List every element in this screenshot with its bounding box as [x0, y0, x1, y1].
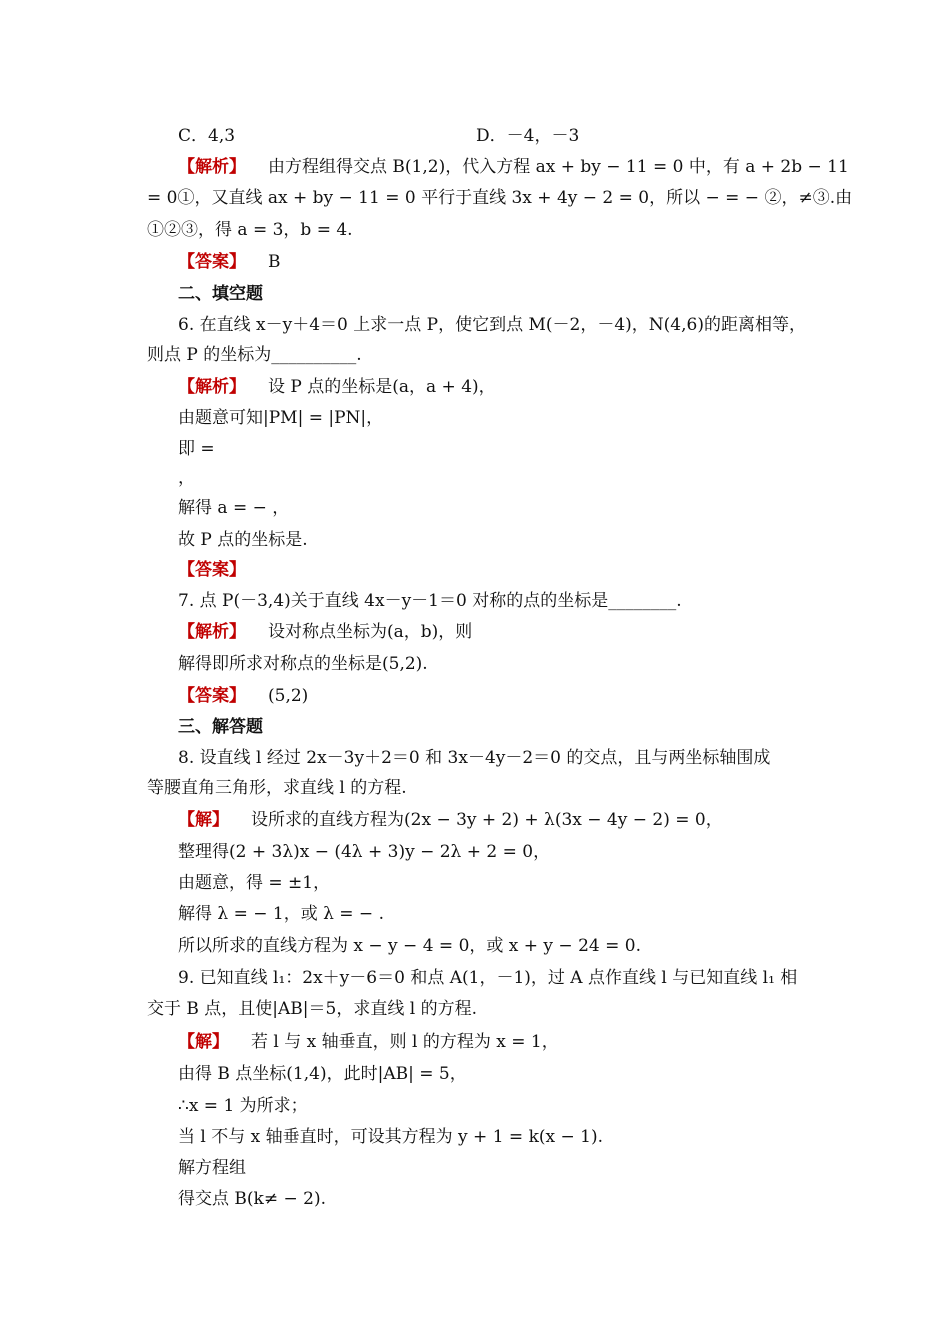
q6-answer — [178, 558, 268, 582]
q7-stem: 7. 点 P(－3,4)关于直线 4x－y－1＝0 对称的点的坐标是________. — [178, 591, 682, 611]
q7-analysis-line-2: 解得即所求对称点的坐标是(5,2). — [178, 654, 428, 674]
q6-stem-line-1: 6. 在直线 x－y＋4＝0 上求一点 P，使它到点 M(－2，－4)，N(4,6)的距离相等， — [178, 315, 806, 335]
q6-analysis-line-6: 故 P 点的坐标是. — [178, 530, 308, 550]
q7-answer: 【答案】 (5,2) — [178, 686, 309, 706]
q8-solution-line-4: 解得 λ = − 1，或 λ = − . — [178, 904, 384, 924]
q9-solution-line-6: 得交点 B(k≠ − 2). — [178, 1189, 326, 1209]
q8-stem-line-1: 8. 设直线 l 经过 2x－3y＋2＝0 和 3x－4y－2＝0 的交点，且与两坐标轴围成 — [178, 748, 771, 768]
q9-solution-line-5: 解方程组 — [178, 1158, 246, 1178]
q8-solution-line-2: 整理得(2 + 3λ)x − (4λ + 3)y − 2λ + 2 = 0， — [178, 842, 551, 862]
option-c: C．4,3 — [178, 126, 236, 146]
option-d: D．－4，－3 — [476, 126, 580, 146]
q8-solution-line-1: 【解】 设所求的直线方程为(2x − 3y + 2) + λ(3x − 4y − 2) = 0， — [178, 810, 723, 830]
q8-solution-line-3: 由题意，得 = ±1， — [178, 873, 331, 893]
q6-analysis-line-5: 解得 a = − ， — [178, 498, 290, 518]
analysis-tag: 【解析】 — [178, 157, 246, 177]
q9-solution-line-4: 当 l 不与 x 轴垂直时，可设其方程为 y + 1 = k(x − 1). — [178, 1127, 603, 1147]
analysis-tag: 【解析】 — [178, 377, 246, 397]
solution-tag: 【解】 — [178, 1032, 229, 1052]
q6-analysis-line-2: 由题意可知|PM| = |PN|， — [178, 408, 384, 428]
q9-stem-line-1: 9. 已知直线 l₁：2x＋y－6＝0 和点 A(1，－1)，过 A 点作直线 l 与已知直线 l₁ 相 — [178, 968, 798, 988]
q6-stem-line-2: 则点 P 的坐标为__________. — [147, 345, 362, 365]
section-solution: 三、解答题 — [178, 717, 263, 737]
q5-analysis-line-1: 【解析】 由方程组得交点 B(1,2)，代入方程 ax + by − 11 = 0 中，有 a + 2b − 11 — [178, 157, 849, 177]
q6-analysis-line-4: ， — [178, 468, 195, 488]
q9-solution-line-2: 由得 B 点坐标(1,4)，此时|AB| = 5， — [178, 1064, 467, 1084]
q8-stem-line-2: 等腰直角三角形，求直线 l 的方程. — [147, 778, 407, 798]
analysis-tag: 【解析】 — [178, 622, 246, 642]
q5-analysis-line-3: ①②③，得 a = 3，b = 4. — [147, 220, 353, 240]
q5-analysis-line-2: = 0①，又直线 ax + by − 11 = 0 平行于直线 3x + 4y − 2 = 0，所以 − = − ②，≠③.由 — [147, 188, 853, 208]
q6-analysis-line-1: 【解析】 设 P 点的坐标是(a，a + 4)， — [178, 377, 496, 397]
q9-solution-line-3: ∴x = 1 为所求； — [178, 1096, 308, 1116]
solution-tag: 【解】 — [178, 810, 229, 830]
q9-solution-line-1: 【解】 若 l 与 x 轴垂直，则 l 的方程为 x = 1， — [178, 1032, 559, 1052]
answer-tag: 【答案】 — [178, 686, 246, 706]
section-fill-in-blank: 二、填空题 — [178, 284, 263, 304]
q9-stem-line-2: 交于 B 点，且使|AB|＝5，求直线 l 的方程. — [147, 999, 477, 1019]
answer-tag: 【答案】 — [178, 560, 246, 580]
q5-answer: 【答案】 B — [178, 252, 281, 272]
q8-solution-line-5: 所以所求的直线方程为 x − y − 4 = 0，或 x + y − 24 = 0. — [178, 936, 641, 956]
q7-analysis-line-1: 【解析】 设对称点坐标为(a，b)，则 — [178, 622, 473, 642]
answer-tag: 【答案】 — [178, 252, 246, 272]
q6-analysis-line-3: 即 = — [178, 439, 215, 459]
